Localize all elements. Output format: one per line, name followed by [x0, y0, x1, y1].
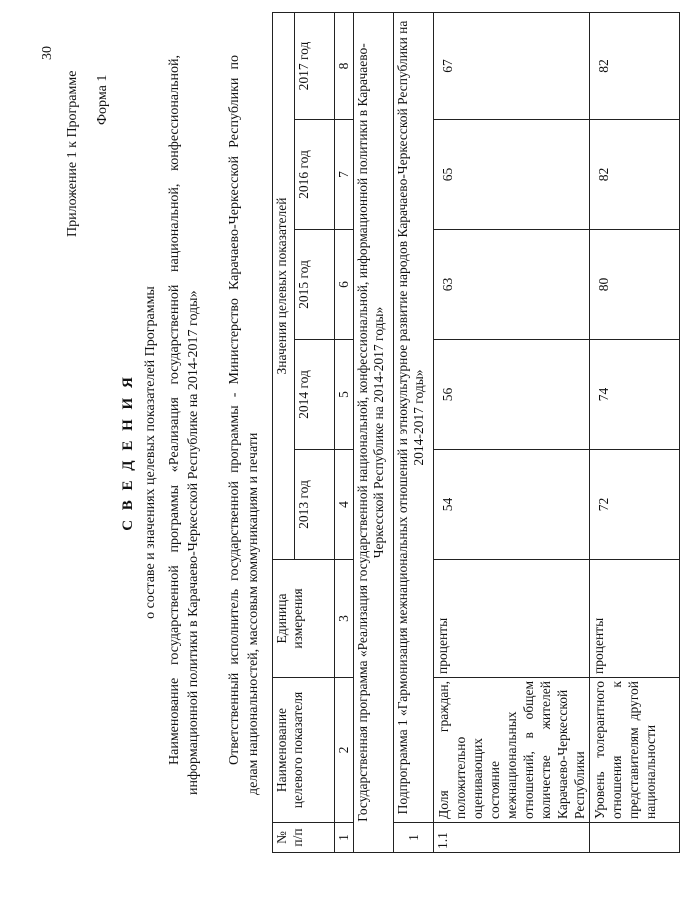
column-index: 7 — [335, 120, 354, 230]
subprogram-section-row: Подпрограмма 1 «Гармонизация межнациональных отношений и этнокультурное развитие народов Карачаево-Черкесской Республики на 2014-2017 годы» — [394, 12, 434, 822]
executor-paragraph: Ответственный исполнитель государственной программы - Министерство Карачаево-Черкесской Республики по делам национальностей, массовым коммуникациям и печати — [227, 55, 261, 795]
indicators-table — [272, 12, 680, 853]
column-index: 2 — [335, 678, 354, 823]
header-year: 2016 год — [295, 120, 335, 230]
row-name: Уровень толерантного отношения к представителям другой национальности — [590, 678, 680, 823]
column-index: 8 — [335, 12, 354, 119]
table-row — [590, 12, 680, 852]
column-index: 3 — [335, 560, 354, 678]
program-name-paragraph: Наименование государственной программы «Реализация государственной национальной, конфессиональной, информационной политики в Карачаево-Черкесской Республике на 2014-2017 годы» — [167, 55, 201, 795]
table-row — [434, 12, 590, 852]
row-unit: проценты — [590, 560, 680, 678]
row-value: 80 — [590, 230, 680, 340]
header-year: 2014 год — [295, 340, 335, 450]
column-index: 4 — [335, 450, 354, 560]
row-value: 65 — [434, 120, 590, 230]
row-value: 63 — [434, 230, 590, 340]
row-value: 72 — [590, 450, 680, 560]
row-value: 82 — [590, 120, 680, 230]
appendix-label: Приложение 1 к Программе — [65, 70, 80, 237]
column-index: 6 — [335, 230, 354, 340]
column-index: 5 — [335, 340, 354, 450]
header-unit: Единица измерения — [273, 560, 335, 678]
header-year: 2013 год — [295, 450, 335, 560]
column-index: 1 — [335, 823, 354, 853]
document-title: С В Е Д Е Н И Я — [120, 374, 136, 531]
page-number: 30 — [40, 46, 55, 60]
document-subtitle: о составе и значениях целевых показателей Программы — [143, 286, 158, 619]
row-num: 1.1 — [434, 823, 590, 853]
row-value: 56 — [434, 340, 590, 450]
row-value: 54 — [434, 450, 590, 560]
subprogram-num: 1 — [394, 823, 434, 853]
header-year: 2017 год — [295, 12, 335, 119]
header-year: 2015 год — [295, 230, 335, 340]
row-num — [590, 823, 680, 853]
row-value: 74 — [590, 340, 680, 450]
row-value: 67 — [434, 12, 590, 119]
program-section-row: Государственная программа «Реализация государственной национальной, конфессиональной, информационной политики в Карачаево-Черкесской Республике на 2014-2017 годы» — [354, 12, 394, 852]
row-unit: проценты — [434, 560, 590, 678]
header-values: Значения целевых показателей — [273, 12, 295, 559]
row-name: Доля граждан, положительно оценивающих состояние межнациональных отношений, в общем количестве жителей Карачаево-Черкесской Республики — [434, 678, 590, 823]
header-num: № п/п — [273, 823, 335, 853]
row-value: 82 — [590, 12, 680, 119]
form-label: Форма 1 — [95, 74, 110, 125]
header-name: Наименование целевого показателя — [273, 678, 335, 823]
